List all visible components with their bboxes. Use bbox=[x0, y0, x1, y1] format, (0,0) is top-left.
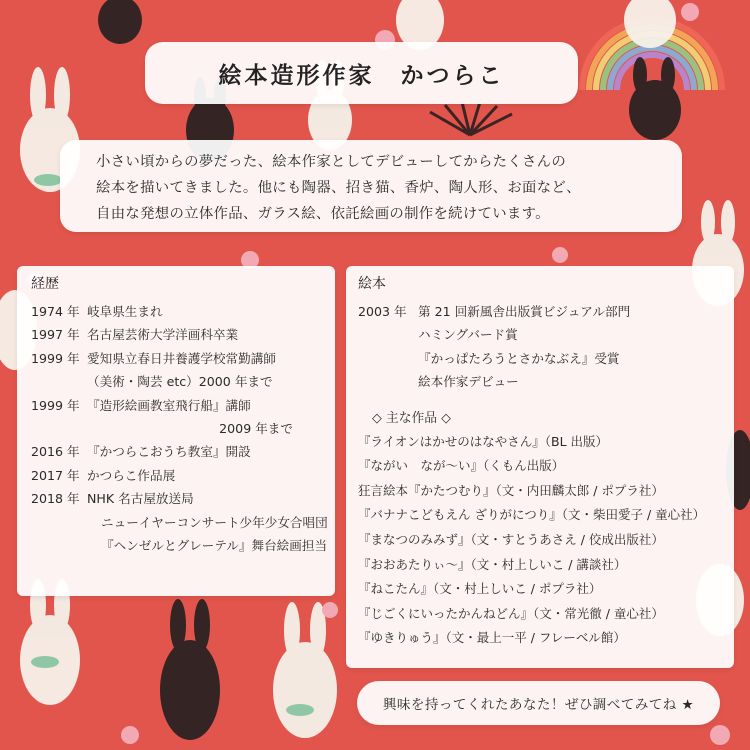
career-text: 『かつらこおうち教室』開設 bbox=[87, 444, 251, 460]
career-text: （美術・陶芸 etc）2000 年まで bbox=[87, 374, 273, 390]
career-heading: 経歴 bbox=[31, 276, 59, 292]
work-item: 狂言絵本『かたつむり』（文・内田麟太郎 / ポプラ社） bbox=[358, 482, 664, 498]
intro-card bbox=[60, 140, 682, 232]
work-item: 『おおあたりぃ〜』（文・村上しいこ / 講談社） bbox=[358, 556, 627, 572]
books-row bbox=[358, 370, 728, 393]
career-year: 1999 年 bbox=[31, 397, 80, 413]
career-row bbox=[31, 370, 327, 393]
books-row bbox=[358, 347, 728, 370]
career-row bbox=[31, 440, 327, 463]
work-item: 『バナナこどもえん ざりがにつり』（文・柴田愛子 / 童心社） bbox=[358, 507, 706, 523]
career-text: ニューイヤーコンサート少年少女合唱団 bbox=[101, 514, 328, 530]
career-text: 『ヘンゼルとグレーテル』舞台絵画担当 bbox=[101, 538, 328, 554]
intro-line: 絵本を描いてきました。他にも陶器、招き猫、香炉、陶人形、お面など、 bbox=[96, 180, 581, 196]
books-card bbox=[346, 266, 734, 668]
books-text: 第 21 回新風舎出版賞ビジュアル部門 bbox=[418, 304, 631, 319]
career-row bbox=[31, 394, 327, 417]
work-item: 『まなつのみみず』（文・すとうあさえ / 佼成出版社） bbox=[358, 532, 664, 547]
cta-card bbox=[357, 681, 720, 725]
books-row bbox=[358, 323, 728, 346]
career-text: 2009 年まで bbox=[219, 421, 293, 437]
career-year: 2017 年 bbox=[31, 467, 80, 483]
work-item: 『ライオンはかせのはなやさん』（BL 出版） bbox=[358, 433, 609, 449]
books-heading: 絵本 bbox=[358, 276, 386, 292]
career-card bbox=[17, 266, 335, 596]
career-text: NHK 名古屋放送局 bbox=[87, 491, 194, 507]
career-text: 名古屋芸術大学洋画科卒業 bbox=[87, 327, 239, 343]
career-year: 1974 年 bbox=[31, 304, 80, 319]
career-row bbox=[31, 487, 327, 510]
books-row bbox=[358, 300, 728, 323]
career-row bbox=[31, 534, 327, 557]
career-text: 『造形絵画教室飛行船』講師 bbox=[87, 397, 251, 413]
career-text: 愛知県立春日井養護学校常勤講師 bbox=[87, 350, 276, 366]
career-text: かつらこ作品展 bbox=[87, 467, 176, 483]
career-year: 2018 年 bbox=[31, 491, 80, 507]
career-row bbox=[31, 464, 327, 487]
career-year: 1997 年 bbox=[31, 327, 80, 343]
work-item: 『じごくにいったかんねどん』（文・常光徹 / 童心社） bbox=[358, 605, 664, 621]
career-row bbox=[31, 323, 327, 346]
work-item: 『ゆきりゅう』（文・最上一平 / フレーベル館） bbox=[358, 630, 626, 646]
books-year: 2003 年 bbox=[358, 304, 407, 319]
books-text: 絵本作家デビュー bbox=[418, 374, 519, 390]
cta-text: 興味を持ってくれたあなた！ぜひ調べてみてね ★ bbox=[382, 697, 695, 713]
books-text: 『かっぱたろうとさかなぶえ』受賞 bbox=[418, 350, 620, 366]
page-title: 絵本造形作家 かつらこ bbox=[218, 62, 505, 89]
career-row bbox=[31, 347, 327, 370]
work-item: 『ながい なが〜い』（くもん出版） bbox=[358, 458, 565, 474]
career-row bbox=[31, 417, 327, 440]
work-item: 『ねこたん』（文・村上しいこ / ポプラ社） bbox=[358, 581, 602, 597]
intro-line: 小さい頃からの夢だった、絵本作家としてデビューしてからたくさんの bbox=[96, 154, 567, 170]
career-row bbox=[31, 511, 327, 534]
career-row bbox=[31, 300, 327, 323]
career-year: 2016 年 bbox=[31, 444, 80, 460]
books-text: ハミングバード賞 bbox=[418, 327, 518, 343]
works-heading: ◇ 主な作品 ◇ bbox=[372, 410, 452, 426]
title-card bbox=[145, 42, 578, 104]
career-year: 1999 年 bbox=[31, 350, 80, 366]
intro-line: 自由な発想の立体作品、ガラス絵、依託絵画の制作を続けています。 bbox=[96, 206, 550, 222]
career-text: 岐阜県生まれ bbox=[87, 304, 163, 319]
